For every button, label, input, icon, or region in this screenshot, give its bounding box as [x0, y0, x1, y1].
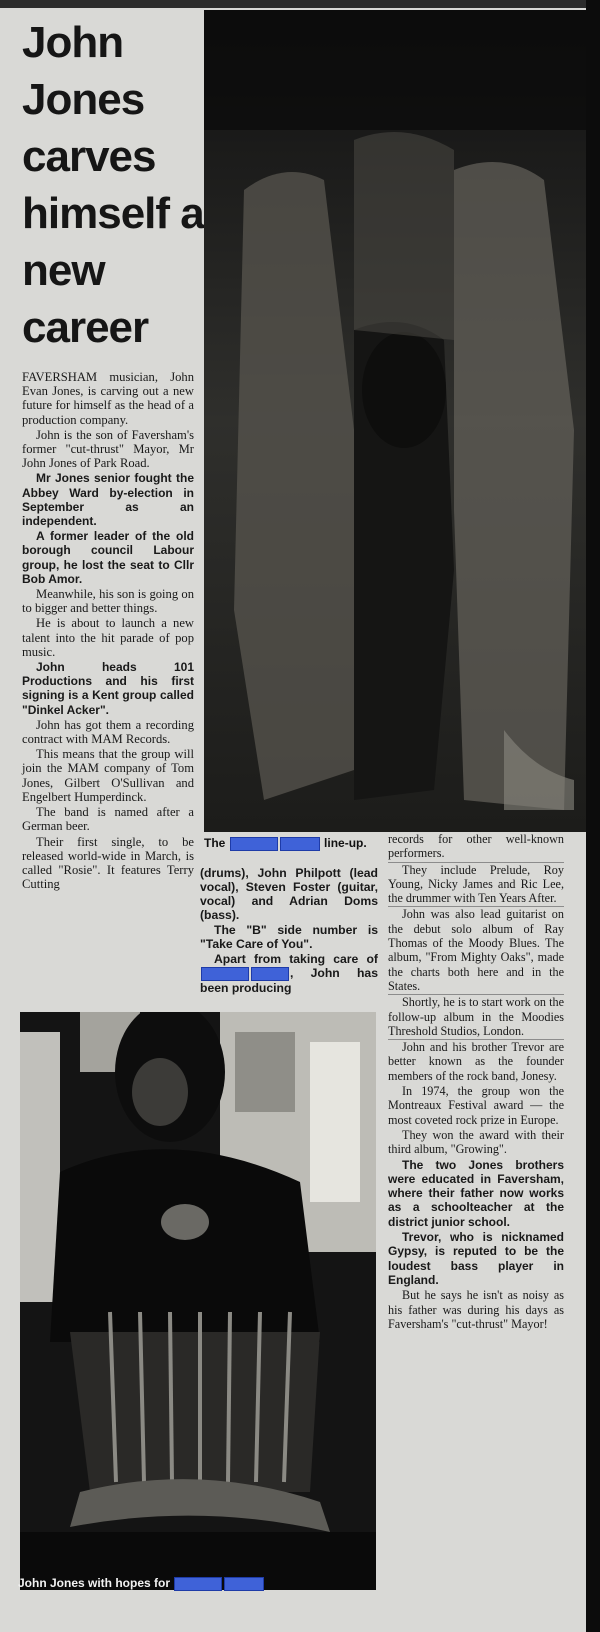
paragraph-text: , John has been producing — [200, 966, 378, 995]
paragraph: The two Jones brothers were educated in Faversham, where their father now works as a schoolteacher at the district junior school. — [388, 1157, 564, 1229]
paragraph: John heads 101 Productions and his first signing is a Kent group called "Dinkel Acker". — [22, 660, 194, 717]
paragraph: This means that the group will join the MAM company of Tom Jones, Gilbert O'Sullivan and Engelbert Humperdinck. — [22, 747, 194, 804]
photo-caption-top — [204, 836, 367, 851]
paragraph: (drums), John Philpott (lead vocal), Steven Foster (guitar, vocal) and Adrian Doms (bass). — [200, 866, 378, 922]
paragraph: John has got them a recording contract with MAM Records. — [22, 717, 194, 747]
article-column-1 — [22, 370, 194, 892]
paragraph: John and his brother Trevor are better known as the founder members of the rock band, Jonesy. — [388, 1040, 564, 1083]
paragraph: records for other well-known performers. — [388, 832, 564, 861]
paragraph: Meanwhile, his son is going on to bigger and better things. — [22, 587, 194, 616]
paragraph: Shortly, he is to start work on the follow-up album in the Moodies Threshold Studios, London. — [388, 995, 564, 1038]
paragraph: Trevor, who is nicknamed Gypsy, is reputed to be the loudest bass player in England. — [388, 1230, 564, 1287]
paragraph-text: Apart from taking care of — [214, 952, 378, 966]
search-highlight — [230, 837, 278, 851]
paragraph: He is about to launch a new talent into the hit parade of pop music. — [22, 616, 194, 659]
headline: John Jones carves himself a new career — [22, 18, 204, 352]
paragraph: The "B" side number is "Take Care of You". — [200, 923, 378, 951]
paragraph: John was also lead guitarist on the debut solo album of Ray Thomas of the Moody Blues. The album, "From Mighty Oaks", made the charts both here and in the States. — [388, 907, 564, 993]
caption-text: line-up. — [324, 836, 367, 850]
photo-caption-bottom — [18, 1576, 348, 1591]
paragraph: They include Prelude, Roy Young, Nicky James and Ric Lee, the drummer with Ten Years After. — [388, 862, 564, 906]
scan-edge — [586, 0, 600, 1632]
band-lineup-photo — [204, 10, 586, 832]
search-highlight — [224, 1577, 264, 1591]
paragraph: Their first single, to be released world-wide in March, is called "Rosie". It features Terry Cutting — [22, 834, 194, 892]
paragraph: John is the son of Faversham's former "cut-thrust" Mayor, Mr John Jones of Park Road. — [22, 427, 194, 471]
search-highlight — [201, 967, 249, 981]
john-jones-photo — [20, 1012, 376, 1590]
paragraph: Mr Jones senior fought the Abbey Ward by-election in September as an independent. — [22, 471, 194, 529]
paragraph — [200, 952, 378, 995]
paragraph: A former leader of the old borough council Labour group, he lost the seat to Cllr Bob Amor. — [22, 529, 194, 586]
search-highlight — [280, 837, 320, 851]
article-column-2 — [200, 866, 378, 996]
paragraph: FAVERSHAM musician, John Evan Jones, is carving out a new future for himself as the head of a production company. — [22, 370, 194, 427]
article-column-3 — [388, 832, 564, 1332]
john-jones-photo-graphic — [20, 1012, 376, 1590]
paragraph: They won the award with their third album, "Growing". — [388, 1127, 564, 1157]
caption-text: John Jones with hopes for — [18, 1576, 171, 1590]
search-highlight — [174, 1577, 222, 1591]
paragraph: The band is named after a German beer. — [22, 805, 194, 834]
search-highlight — [251, 967, 289, 981]
paragraph: In 1974, the group won the Montreaux Festival award — the most coveted rock prize in Europe. — [388, 1084, 564, 1127]
caption-text: The — [204, 836, 226, 850]
clipping-top-edge — [0, 0, 586, 8]
band-lineup-photo-graphic — [204, 10, 586, 832]
paragraph: But he says he isn't as noisy as his father was during his days as Faversham's "cut-thrust" Mayor! — [388, 1288, 564, 1331]
